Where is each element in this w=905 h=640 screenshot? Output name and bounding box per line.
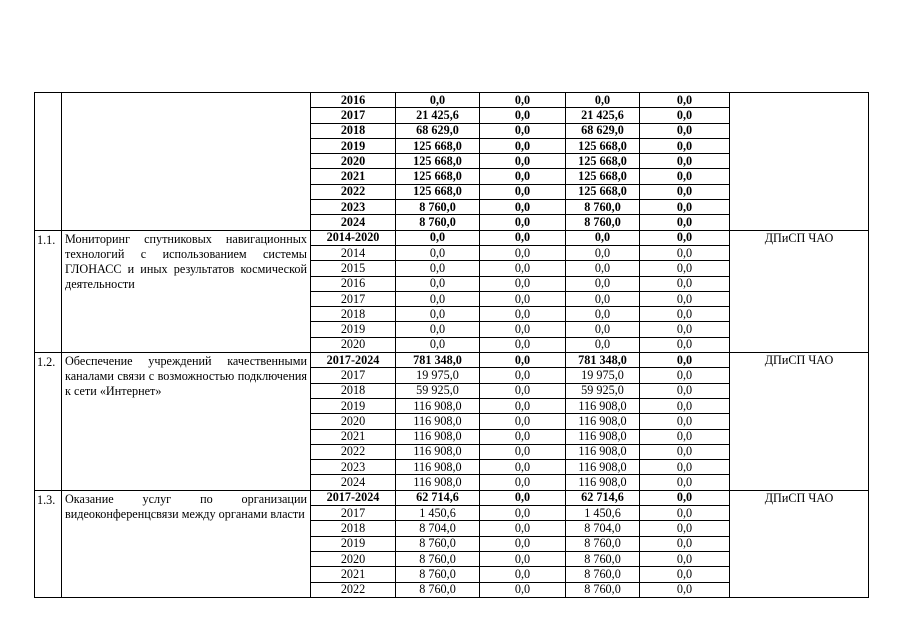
other-sources-cell: 0,0 [640,276,730,291]
year-cell: 2018 [311,383,396,398]
other-sources-cell: 0,0 [640,154,730,169]
other-sources-cell: 0,0 [640,398,730,413]
federal-budget-cell: 0,0 [480,567,566,582]
other-sources-cell: 0,0 [640,551,730,566]
total-cell: 8 760,0 [396,215,480,230]
executor-cell: ДПиСП ЧАО [730,353,869,491]
total-cell: 116 908,0 [396,460,480,475]
table-row [35,230,869,245]
federal-budget-cell: 0,0 [480,123,566,138]
regional-budget-cell: 68 629,0 [566,123,640,138]
total-cell: 59 925,0 [396,383,480,398]
year-cell: 2014-2020 [311,230,396,245]
other-sources-cell: 0,0 [640,123,730,138]
total-cell: 125 668,0 [396,169,480,184]
year-cell: 2019 [311,322,396,337]
other-sources-cell: 0,0 [640,245,730,260]
year-cell: 2016 [311,276,396,291]
regional-budget-cell: 21 425,6 [566,108,640,123]
other-sources-cell: 0,0 [640,490,730,505]
other-sources-cell: 0,0 [640,521,730,536]
regional-budget-cell: 116 908,0 [566,460,640,475]
total-cell: 125 668,0 [396,184,480,199]
year-cell: 2020 [311,154,396,169]
other-sources-cell: 0,0 [640,184,730,199]
regional-budget-cell: 116 908,0 [566,398,640,413]
federal-budget-cell: 0,0 [480,551,566,566]
year-cell: 2024 [311,215,396,230]
regional-budget-cell: 0,0 [566,291,640,306]
year-cell: 2019 [311,398,396,413]
federal-budget-cell: 0,0 [480,322,566,337]
other-sources-cell: 0,0 [640,475,730,490]
federal-budget-cell: 0,0 [480,245,566,260]
year-cell: 2022 [311,582,396,597]
other-sources-cell: 0,0 [640,200,730,215]
federal-budget-cell: 0,0 [480,215,566,230]
other-sources-cell: 0,0 [640,414,730,429]
regional-budget-cell: 116 908,0 [566,444,640,459]
item-name-cell: Оказание услуг по организации видеоконференцсвязи между органами власти [62,490,311,597]
year-cell: 2022 [311,444,396,459]
other-sources-cell: 0,0 [640,337,730,352]
total-cell: 8 760,0 [396,582,480,597]
total-cell: 116 908,0 [396,414,480,429]
year-cell: 2020 [311,337,396,352]
year-cell: 2019 [311,536,396,551]
executor-cell: ДПиСП ЧАО [730,490,869,597]
total-cell: 0,0 [396,276,480,291]
total-cell: 8 760,0 [396,551,480,566]
regional-budget-cell: 1 450,6 [566,506,640,521]
regional-budget-cell: 19 975,0 [566,368,640,383]
total-cell: 0,0 [396,322,480,337]
other-sources-cell: 0,0 [640,291,730,306]
year-cell: 2020 [311,551,396,566]
funding-table [34,92,869,598]
total-cell: 19 975,0 [396,368,480,383]
federal-budget-cell: 0,0 [480,337,566,352]
federal-budget-cell: 0,0 [480,108,566,123]
total-cell: 8 704,0 [396,521,480,536]
federal-budget-cell: 0,0 [480,414,566,429]
year-cell: 2023 [311,200,396,215]
regional-budget-cell: 0,0 [566,276,640,291]
total-cell: 125 668,0 [396,138,480,153]
total-cell: 1 450,6 [396,506,480,521]
year-cell: 2017 [311,368,396,383]
other-sources-cell: 0,0 [640,536,730,551]
federal-budget-cell: 0,0 [480,368,566,383]
federal-budget-cell: 0,0 [480,184,566,199]
regional-budget-cell: 125 668,0 [566,184,640,199]
regional-budget-cell: 8 760,0 [566,551,640,566]
regional-budget-cell: 0,0 [566,261,640,276]
executor-cell [730,93,869,231]
regional-budget-cell: 8 760,0 [566,567,640,582]
regional-budget-cell: 116 908,0 [566,429,640,444]
regional-budget-cell: 116 908,0 [566,414,640,429]
total-cell: 116 908,0 [396,444,480,459]
regional-budget-cell: 8 760,0 [566,582,640,597]
regional-budget-cell: 0,0 [566,93,640,108]
other-sources-cell: 0,0 [640,582,730,597]
federal-budget-cell: 0,0 [480,536,566,551]
federal-budget-cell: 0,0 [480,169,566,184]
item-name-cell: Обеспечение учреждений качественными каналами связи с возможностью подключения к сети «Интернет» [62,353,311,491]
regional-budget-cell: 0,0 [566,337,640,352]
year-cell: 2017-2024 [311,353,396,368]
federal-budget-cell: 0,0 [480,398,566,413]
federal-budget-cell: 0,0 [480,521,566,536]
total-cell: 0,0 [396,245,480,260]
federal-budget-cell: 0,0 [480,291,566,306]
year-cell: 2014 [311,245,396,260]
year-cell: 2018 [311,307,396,322]
item-number-cell: 1.3. [35,490,62,597]
federal-budget-cell: 0,0 [480,490,566,505]
regional-budget-cell: 0,0 [566,307,640,322]
regional-budget-cell: 0,0 [566,322,640,337]
regional-budget-cell: 8 760,0 [566,215,640,230]
federal-budget-cell: 0,0 [480,429,566,444]
item-number-cell: 1.2. [35,353,62,491]
year-cell: 2018 [311,521,396,536]
year-cell: 2020 [311,414,396,429]
year-cell: 2021 [311,567,396,582]
federal-budget-cell: 0,0 [480,506,566,521]
federal-budget-cell: 0,0 [480,138,566,153]
other-sources-cell: 0,0 [640,93,730,108]
other-sources-cell: 0,0 [640,429,730,444]
other-sources-cell: 0,0 [640,322,730,337]
year-cell: 2017 [311,291,396,306]
total-cell: 125 668,0 [396,154,480,169]
item-name-cell [62,93,311,231]
other-sources-cell: 0,0 [640,261,730,276]
year-cell: 2021 [311,429,396,444]
total-cell: 116 908,0 [396,429,480,444]
year-cell: 2022 [311,184,396,199]
regional-budget-cell: 125 668,0 [566,138,640,153]
total-cell: 0,0 [396,261,480,276]
regional-budget-cell: 125 668,0 [566,169,640,184]
year-cell: 2019 [311,138,396,153]
total-cell: 116 908,0 [396,398,480,413]
total-cell: 0,0 [396,307,480,322]
regional-budget-cell: 125 668,0 [566,154,640,169]
federal-budget-cell: 0,0 [480,475,566,490]
regional-budget-cell: 62 714,6 [566,490,640,505]
federal-budget-cell: 0,0 [480,93,566,108]
total-cell: 0,0 [396,291,480,306]
federal-budget-cell: 0,0 [480,582,566,597]
executor-cell: ДПиСП ЧАО [730,230,869,352]
total-cell: 8 760,0 [396,200,480,215]
federal-budget-cell: 0,0 [480,307,566,322]
other-sources-cell: 0,0 [640,307,730,322]
federal-budget-cell: 0,0 [480,230,566,245]
year-cell: 2021 [311,169,396,184]
total-cell: 8 760,0 [396,567,480,582]
other-sources-cell: 0,0 [640,506,730,521]
federal-budget-cell: 0,0 [480,353,566,368]
total-cell: 8 760,0 [396,536,480,551]
regional-budget-cell: 0,0 [566,230,640,245]
other-sources-cell: 0,0 [640,353,730,368]
year-cell: 2017 [311,506,396,521]
year-cell: 2018 [311,123,396,138]
regional-budget-cell: 8 760,0 [566,536,640,551]
other-sources-cell: 0,0 [640,230,730,245]
regional-budget-cell: 781 348,0 [566,353,640,368]
other-sources-cell: 0,0 [640,444,730,459]
total-cell: 0,0 [396,230,480,245]
federal-budget-cell: 0,0 [480,261,566,276]
other-sources-cell: 0,0 [640,215,730,230]
year-cell: 2017-2024 [311,490,396,505]
total-cell: 0,0 [396,337,480,352]
item-number-cell: 1.1. [35,230,62,352]
year-cell: 2023 [311,460,396,475]
total-cell: 62 714,6 [396,490,480,505]
table-row [35,490,869,505]
funding-table-body [35,93,869,598]
year-cell: 2016 [311,93,396,108]
table-row [35,353,869,368]
year-cell: 2017 [311,108,396,123]
regional-budget-cell: 116 908,0 [566,475,640,490]
other-sources-cell: 0,0 [640,567,730,582]
regional-budget-cell: 0,0 [566,245,640,260]
other-sources-cell: 0,0 [640,368,730,383]
regional-budget-cell: 8 760,0 [566,200,640,215]
other-sources-cell: 0,0 [640,383,730,398]
other-sources-cell: 0,0 [640,460,730,475]
item-name-cell: Мониторинг спутниковых навигационных технологий с использованием системы ГЛОНАСС и иных результатов космической деятельности [62,230,311,352]
federal-budget-cell: 0,0 [480,200,566,215]
federal-budget-cell: 0,0 [480,276,566,291]
federal-budget-cell: 0,0 [480,154,566,169]
total-cell: 781 348,0 [396,353,480,368]
other-sources-cell: 0,0 [640,108,730,123]
other-sources-cell: 0,0 [640,138,730,153]
year-cell: 2024 [311,475,396,490]
year-cell: 2015 [311,261,396,276]
total-cell: 0,0 [396,93,480,108]
federal-budget-cell: 0,0 [480,460,566,475]
other-sources-cell: 0,0 [640,169,730,184]
total-cell: 21 425,6 [396,108,480,123]
total-cell: 116 908,0 [396,475,480,490]
total-cell: 68 629,0 [396,123,480,138]
table-row [35,93,869,108]
item-number-cell [35,93,62,231]
regional-budget-cell: 59 925,0 [566,383,640,398]
regional-budget-cell: 8 704,0 [566,521,640,536]
federal-budget-cell: 0,0 [480,383,566,398]
federal-budget-cell: 0,0 [480,444,566,459]
